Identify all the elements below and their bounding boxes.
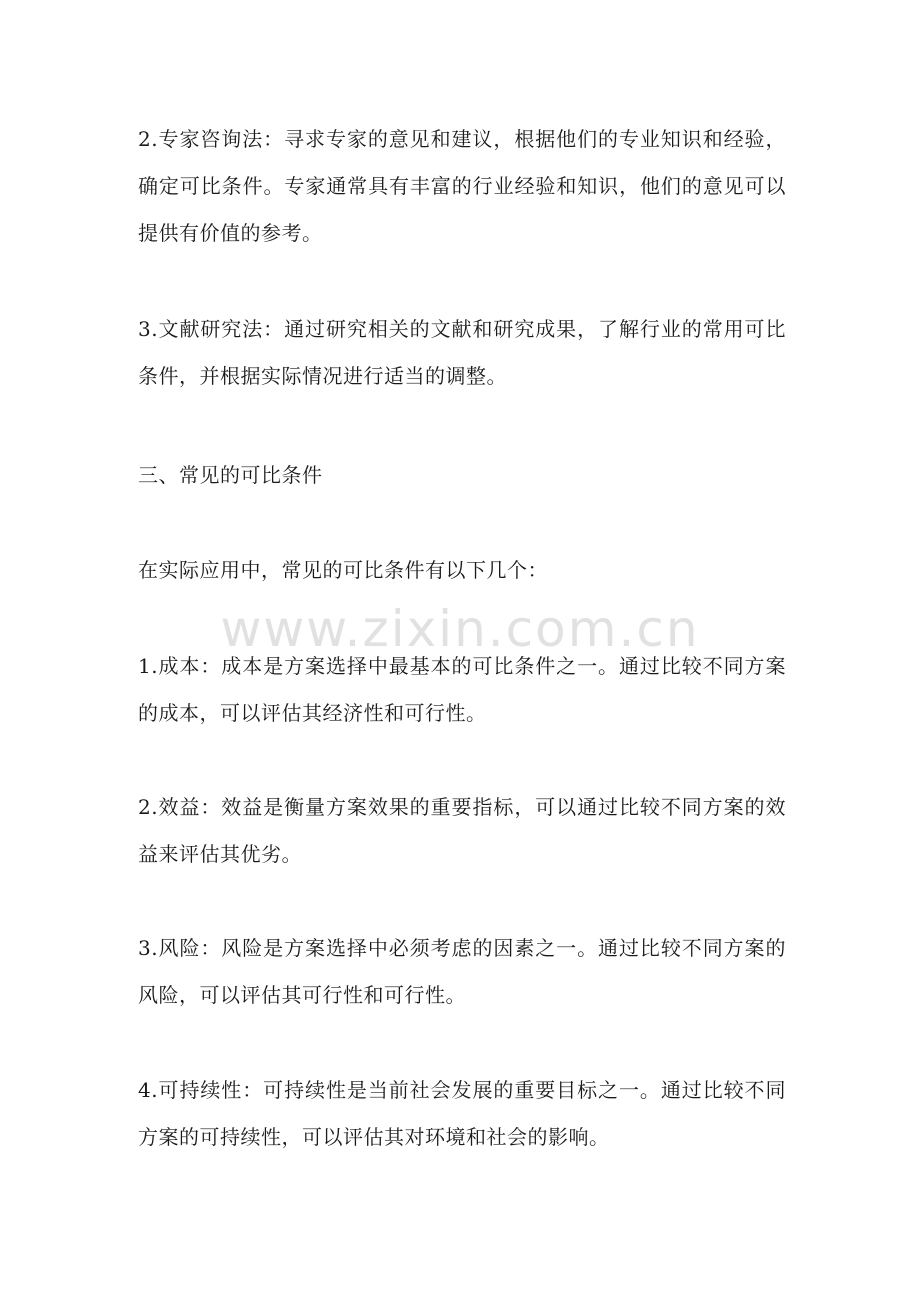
- paragraph-intro: 在实际应用中，常见的可比条件有以下几个：: [138, 558, 548, 582]
- paragraph-benefit: 2.效益：效益是衡量方案效果的重要指标，可以通过比较不同方案的效益来评估其优劣。: [138, 795, 786, 866]
- section-heading-common-conditions: 三、常见的可比条件: [138, 463, 323, 487]
- paragraph-literature-research: 3.文献研究法：通过研究相关的文献和研究成果，了解行业的常用可比条件，并根据实际情况进行适当的调整。: [138, 317, 786, 388]
- paragraph-risk: 3.风险：风险是方案选择中必须考虑的因素之一。通过比较不同方案的风险，可以评估其可行性和可行性。: [138, 936, 786, 1007]
- paragraph-expert-consultation: 2.专家咨询法：寻求专家的意见和建议，根据他们的专业知识和经验，确定可比条件。专家通常具有丰富的行业经验和知识，他们的意见可以提供有价值的参考。: [138, 127, 786, 245]
- paragraph-sustainability: 4.可持续性：可持续性是当前社会发展的重要目标之一。通过比较不同方案的可持续性，可以评估其对环境和社会的影响。: [138, 1078, 786, 1149]
- paragraph-cost: 1.成本：成本是方案选择中最基本的可比条件之一。通过比较不同方案的成本，可以评估其经济性和可行性。: [138, 654, 786, 725]
- watermark-text: www.zixin.com.cn: [220, 600, 700, 658]
